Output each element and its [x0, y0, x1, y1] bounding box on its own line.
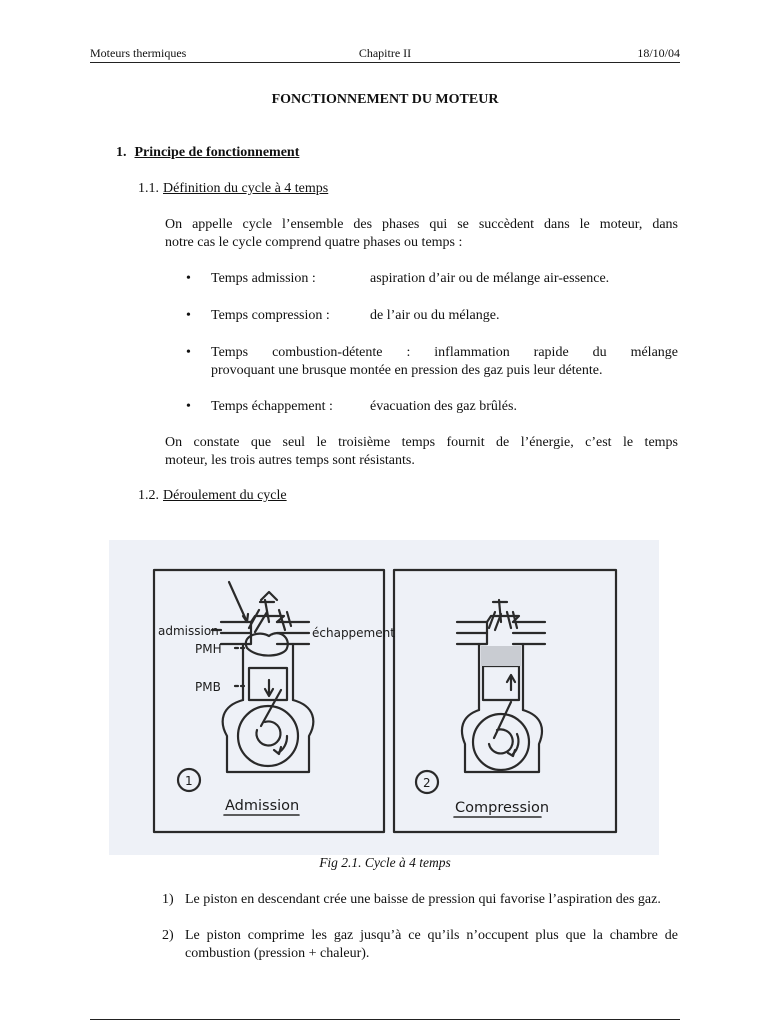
bullet-dot: •: [186, 345, 191, 360]
intro-line-2: notre cas le cycle comprend quatre phases ou temps :: [165, 235, 463, 250]
step-text: Le piston comprime les gaz jusqu’à ce qu’ils n’occupent plus que la chambre de combustion (pression + chaleur).: [185, 928, 678, 961]
step-number: 2): [162, 928, 174, 943]
page-header: [90, 44, 680, 63]
bullet-dot: •: [186, 308, 191, 323]
bullet-desc: aspiration d’air ou de mélange air-essence.: [370, 271, 610, 286]
step-number: 1): [162, 892, 174, 907]
section-1-2-number: 1.2.: [138, 488, 159, 503]
section-1-1-heading: [138, 181, 328, 197]
label-pmb: PMB: [195, 680, 221, 694]
header-date: 18/10/04: [637, 46, 680, 60]
section-1-2-heading: [138, 488, 287, 504]
engine-2-drawing: [457, 600, 545, 772]
section-1-1-number: 1.1.: [138, 181, 159, 196]
conclusion-line-2: moteur, les trois autres temps sont résistants.: [165, 453, 415, 468]
bullet-desc: de l’air ou du mélange.: [370, 308, 500, 323]
bullet-label: Temps admission :: [211, 271, 316, 286]
bullet-line-2: provoquant une brusque montée en pression des gaz puis leur détente.: [211, 363, 603, 378]
label-echappement: échappement: [312, 626, 395, 640]
label-step-2: 2: [423, 776, 431, 790]
step-item-2: [162, 927, 678, 963]
compressed-gas-fill: [481, 646, 521, 666]
label-stroke-admission: Admission: [225, 798, 300, 814]
header-course: Moteurs thermiques: [90, 46, 187, 60]
bullet-line-1: Temps combustion-détente : inflammation rapide du mélange: [211, 345, 678, 360]
bullet-dot: •: [186, 271, 191, 286]
header-chapter: Chapitre II: [358, 46, 412, 60]
intro-paragraph: [165, 216, 678, 252]
label-stroke-compression: Compression: [455, 800, 550, 816]
step-item-1: [162, 891, 678, 927]
page-footer-rule: [90, 1019, 680, 1020]
section-1-title: Principe de fonctionnement: [134, 145, 300, 160]
step-text: Le piston en descendant crée une baisse de pression qui favorise l’aspiration des gaz.: [185, 892, 661, 907]
bullet-dot: •: [186, 399, 191, 414]
conclusion-paragraph: [165, 434, 678, 470]
bullet-desc: évacuation des gaz brûlés.: [370, 399, 517, 414]
engine-1-drawing: [212, 582, 313, 772]
section-1-1-title: Définition du cycle à 4 temps: [163, 181, 329, 196]
label-pmh: PMH: [195, 642, 222, 656]
figure-caption: Fig 2.1. Cycle à 4 temps: [319, 855, 451, 870]
bullet-label: Temps compression :: [211, 308, 330, 323]
engine-diagram: [109, 540, 659, 855]
label-step-1: 1: [185, 774, 193, 788]
section-1-heading: [116, 145, 299, 161]
intro-line-1: On appelle cycle l’ensemble des phases qui se succèdent dans le moteur, dans: [165, 217, 678, 232]
bullet-label: Temps échappement :: [211, 399, 333, 414]
conclusion-line-1: On constate que seul le troisième temps fournit de l’énergie, c’est le temps: [165, 435, 678, 450]
section-1-number: 1.: [116, 145, 127, 160]
page-title: FONCTIONNEMENT DU MOTEUR: [271, 92, 499, 107]
section-1-2-title: Déroulement du cycle: [163, 488, 287, 503]
engine-cycle-figure: [109, 540, 659, 855]
label-admission: admission: [158, 624, 219, 638]
